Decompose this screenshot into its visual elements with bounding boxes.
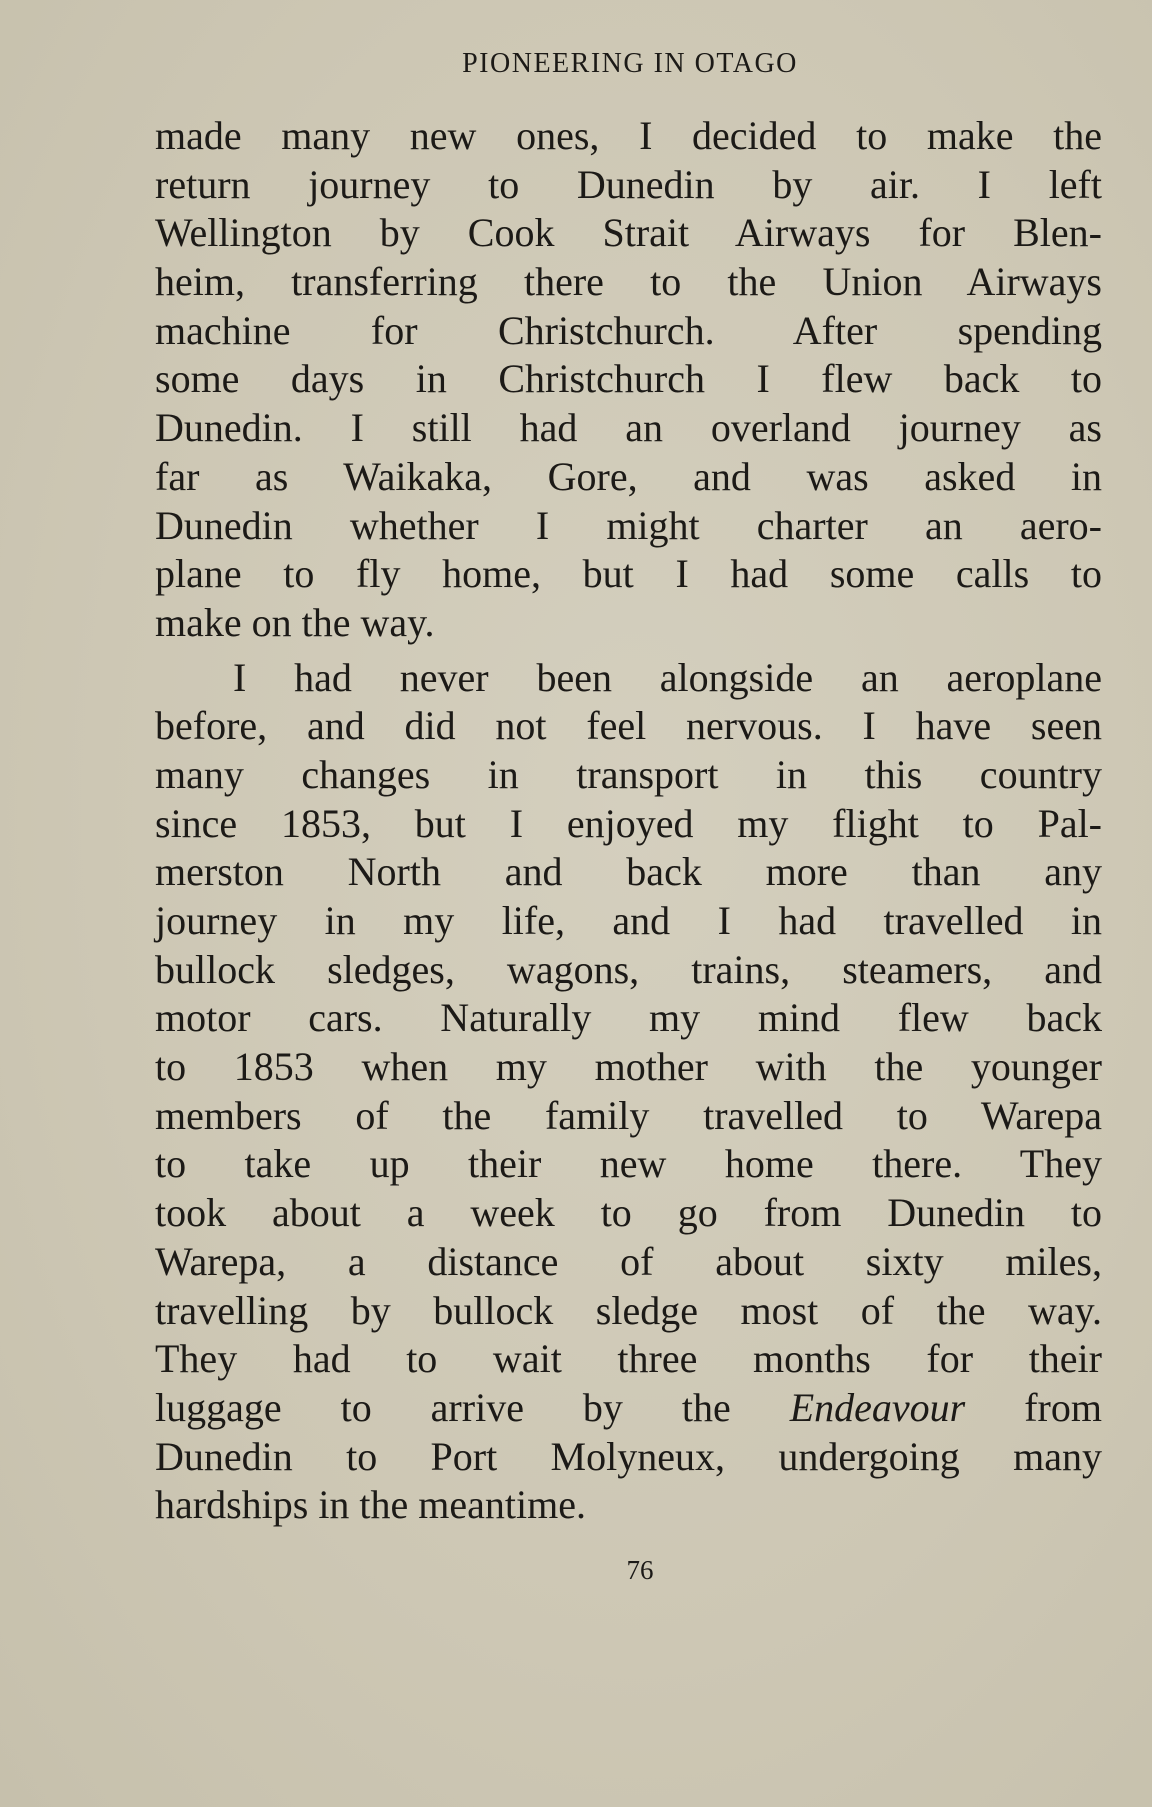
running-head: PIONEERING IN OTAGO (462, 48, 798, 79)
text-line: make on the way. (155, 599, 435, 645)
text-line-with-ship-name (155, 1384, 1102, 1433)
text-line: machine for Christchurch. After spending (155, 307, 1102, 353)
text-line: heim, transferring there to the Union Airways (155, 259, 1102, 305)
text-line: to take up their new home there. They (155, 1141, 1102, 1187)
text-line: return journey to Dunedin by air. I left (155, 161, 1102, 207)
text-line: members of the family travelled to Warepa (155, 1092, 1102, 1138)
text-line: before, and did not feel nervous. I have seen (155, 703, 1102, 749)
paragraph-1 (155, 112, 1102, 648)
text-line: motor cars. Naturally my mind flew back (155, 995, 1102, 1041)
text-line: Dunedin to Port Molyneux, undergoing many (155, 1433, 1102, 1479)
text-line: since 1853, but I enjoyed my flight to Pal- (155, 800, 1102, 846)
text-line: Wellington by Cook Strait Airways for Blen- (155, 210, 1102, 256)
body-text (155, 112, 1102, 1530)
text-line: to 1853 when my mother with the younger (155, 1044, 1102, 1090)
text-line: merston North and back more than any (155, 849, 1102, 895)
text-line: Warepa, a distance of about sixty miles, (155, 1238, 1102, 1284)
text-line: far as Waikaka, Gore, and was asked in (155, 453, 1102, 499)
text-line: took about a week to go from Dunedin to (155, 1190, 1102, 1236)
text-line: some days in Christchurch I flew back to (155, 356, 1102, 402)
text-line: plane to fly home, but I had some calls to (155, 551, 1102, 597)
text-line-start: luggage to arrive by the (155, 1384, 790, 1430)
page-number: 76 (626, 1555, 654, 1585)
ship-name-italic: Endeavour (789, 1384, 966, 1430)
text-line: I had never been alongside an aeroplane (233, 654, 1102, 700)
text-line: hardships in the meantime. (155, 1482, 587, 1528)
text-line: bullock sledges, wagons, trains, steamers, and (155, 946, 1102, 992)
paragraph-2 (155, 654, 1102, 1530)
text-line: They had to wait three months for their (155, 1336, 1102, 1382)
text-line: Dunedin whether I might charter an aero- (155, 502, 1102, 548)
text-line: many changes in transport in this country (155, 751, 1102, 797)
text-line-end: from (965, 1384, 1102, 1430)
text-line: made many new ones, I decided to make the (155, 113, 1102, 158)
text-line: journey in my life, and I had travelled in (155, 898, 1102, 943)
text-line: travelling by bullock sledge most of the way. (155, 1287, 1102, 1333)
text-line: Dunedin. I still had an overland journey as (155, 405, 1102, 451)
